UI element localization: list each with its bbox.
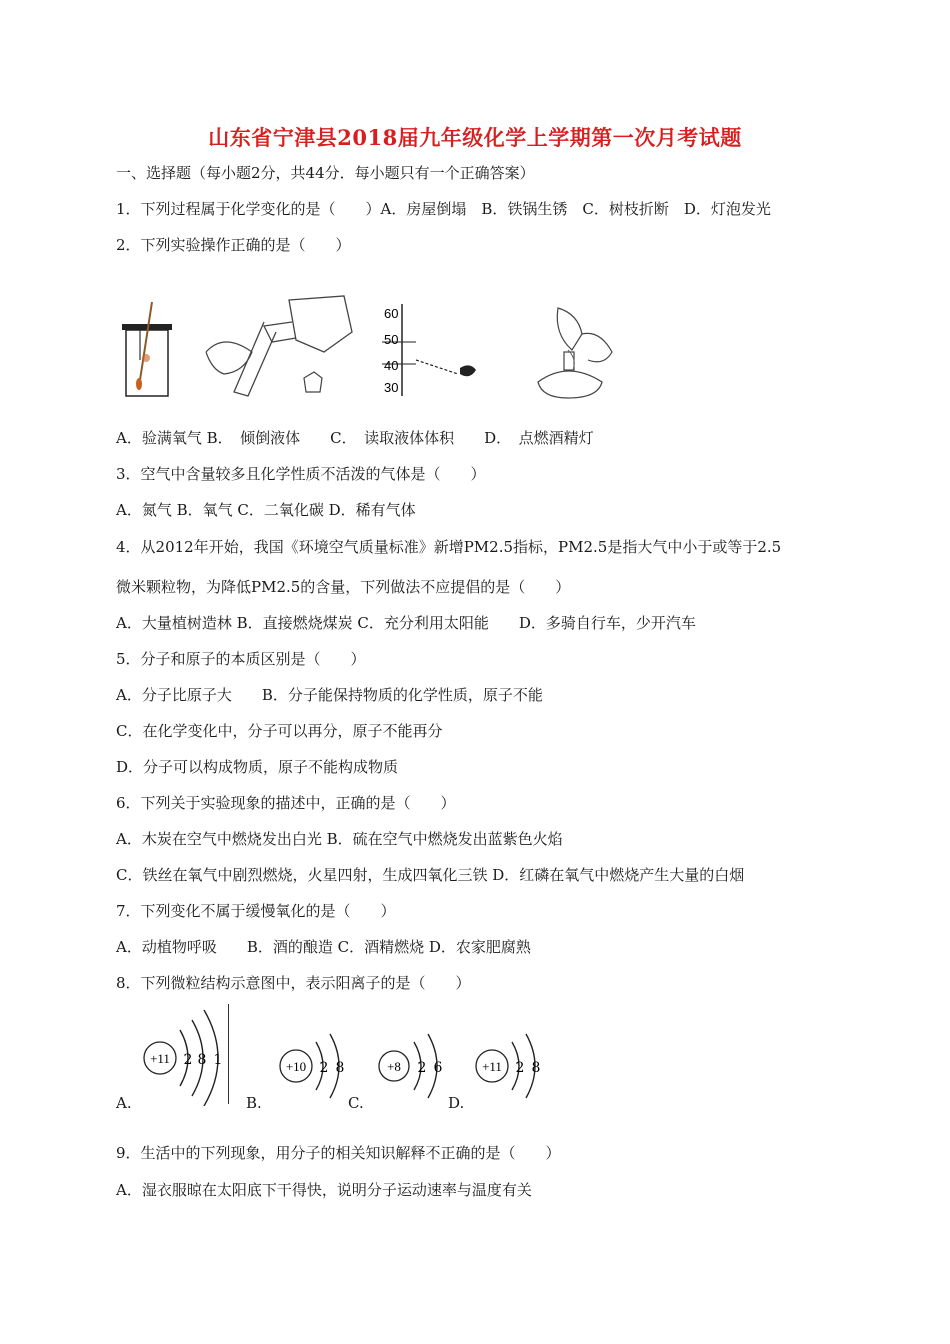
shell-count: 2 bbox=[515, 1060, 525, 1076]
question-9: 9．生活中的下列现象，用分子的相关知识解释不正确的是（ ） bbox=[116, 1144, 561, 1162]
question-2-options: A．验满氧气 B． 倾倒液体 C． 读取液体体积 D． 点燃酒精灯 bbox=[116, 429, 594, 447]
question-1: 1．下列过程属于化学变化的是（ ）A．房屋倒塌 B．铁锅生锈 C．树枝折断 D．灯泡发光 bbox=[116, 200, 771, 218]
question-7-options: A．动植物呼吸 B．酒的酿造 C．酒精燃烧 D．农家肥腐熟 bbox=[116, 938, 531, 956]
question-4-line-2: 微米颗粒物，为降低PM2.5的含量，下列做法不应提倡的是（ ） bbox=[116, 578, 571, 596]
question-5-option-c: C．在化学变化中，分子可以再分，原子不能再分 bbox=[116, 722, 443, 740]
atom-diagram-a bbox=[138, 1006, 238, 1106]
atom-diagram-c bbox=[376, 1030, 456, 1106]
shell-count: 1 bbox=[213, 1052, 223, 1068]
option-label-c: C. bbox=[348, 1094, 364, 1112]
question-7: 7．下列变化不属于缓慢氧化的是（ ） bbox=[116, 902, 396, 920]
question-4-options: A．大量植树造林 B．直接燃烧煤炭 C．充分利用太阳能 D．多骑自行车，少开汽车 bbox=[116, 614, 696, 632]
section-heading: 一、选择题（每小题2分，共44分．每小题只有一个正确答案） bbox=[116, 164, 535, 182]
question-5-options-ab: A．分子比原子大 B．分子能保持物质的化学性质，原子不能 bbox=[116, 686, 543, 704]
question-5: 5．分子和原子的本质区别是（ ） bbox=[116, 650, 366, 668]
nucleus-label: +10 bbox=[285, 1059, 307, 1074]
tick-label: 60 bbox=[384, 306, 399, 321]
shell-count: 2 bbox=[319, 1060, 329, 1076]
shell-count: 2 bbox=[183, 1052, 193, 1068]
pouring-liquid-figure bbox=[204, 292, 354, 398]
oxygen-test-figure bbox=[116, 300, 176, 400]
shell-count: 8 bbox=[531, 1060, 541, 1076]
question-3-options: A．氮气 B．氧气 C．二氧化碳 D．稀有气体 bbox=[116, 501, 416, 519]
question-4-line-1: 4．从2012年开始，我国《环境空气质量标准》新增PM2.5指标，PM2.5是指大气中小于或等于2.5 bbox=[116, 538, 782, 556]
tick-label: 30 bbox=[384, 380, 399, 395]
question-9-option-a: A．湿衣服晾在太阳底下干得快，说明分子运动速率与温度有关 bbox=[116, 1181, 532, 1199]
shell-count: 6 bbox=[433, 1060, 443, 1076]
atom-diagram-d bbox=[472, 1030, 552, 1106]
option-label-b: B. bbox=[246, 1094, 262, 1112]
nucleus-label: +8 bbox=[387, 1059, 401, 1074]
tick-label: 50 bbox=[384, 332, 399, 347]
nucleus-label: +11 bbox=[482, 1059, 502, 1074]
question-6-options-ab: A．木炭在空气中燃烧发出白光 B．硫在空气中燃烧发出蓝紫色火焰 bbox=[116, 830, 563, 848]
question-3: 3．空气中含量较多且化学性质不活泼的气体是（ ） bbox=[116, 465, 486, 483]
question-6-options-cd: C．铁丝在氧气中剧烈燃烧，火星四射，生成四氧化三铁 D．红磷在氧气中燃烧产生大量的白烟 bbox=[116, 866, 745, 884]
shell-count: 8 bbox=[197, 1052, 207, 1068]
divider bbox=[228, 1004, 229, 1104]
page-title: 山东省宁津县2018届九年级化学上学期第一次月考试题 bbox=[208, 125, 742, 150]
alcohol-lamp-figure bbox=[528, 300, 618, 402]
question-5-option-d: D．分子可以构成物质，原子不能构成物质 bbox=[116, 758, 399, 776]
option-label-d: D. bbox=[448, 1094, 465, 1112]
question-6: 6．下列关于实验现象的描述中，正确的是（ ） bbox=[116, 794, 456, 812]
option-label-a: A. bbox=[116, 1094, 132, 1112]
question-2: 2．下列实验操作正确的是（ ） bbox=[116, 236, 351, 254]
nucleus-label: +11 bbox=[150, 1051, 170, 1066]
shell-count: 8 bbox=[335, 1060, 345, 1076]
question-8: 8．下列微粒结构示意图中，表示阳离子的是（ ） bbox=[116, 974, 471, 992]
reading-volume-figure bbox=[376, 302, 480, 398]
tick-label: 40 bbox=[384, 358, 399, 373]
atom-diagram-b bbox=[276, 1030, 356, 1106]
shell-count: 2 bbox=[417, 1060, 427, 1076]
